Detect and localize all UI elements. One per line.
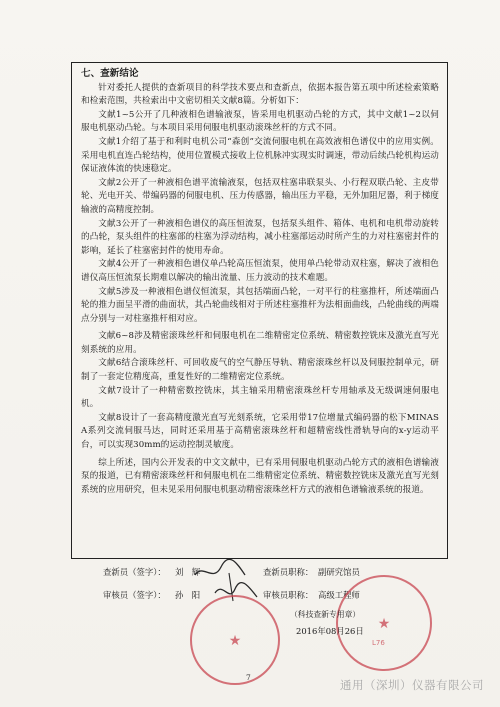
searcher-title-label: 查新员职称： — [263, 567, 314, 577]
paragraph: 文献6~8涉及精密滚珠丝杆和伺服电机在二维精密定位系统、精密数控铣床及激光直写光刻系统的应用。 — [81, 331, 439, 355]
stamp-star-icon: ★ — [228, 633, 242, 650]
official-stamp — [190, 595, 280, 685]
paragraph: 文献5涉及一种液相色谱仪恒流泵，其包括端面凸轮，一对平行的柱塞推杆，所述端面凸轮的推力面呈平滑的曲面状，其凸轮曲线相对于所述柱塞推杆为法相面曲线，凸轮曲线的两端点分别与一对柱塞推杆相对应。 — [81, 286, 439, 324]
signature-date: 2016年08月26日 — [296, 626, 364, 636]
reviewer-label: 审核员（签字）： — [103, 590, 166, 600]
paragraph: 文献2公开了一种液相色谱平流输液泵，包括双柱塞串联泵头、小行程双联凸轮、主皮带轮、光电开关、带编码器的伺服电机、压力传感器，输出压力平稳，无外加阻尼器，利于梯度输液的高精度控制。 — [81, 177, 439, 215]
paragraph: 文献7设计了一种精密数控铣床，其主轴采用精密滚珠丝杆专用轴承及无级调速伺服电机。 — [81, 385, 439, 410]
paragraph: 综上所述，国内公开发表的中文文献中，已有采用伺服电机驱动凸轮方式的液相色谱输液泵的报道，已有精密滚珠丝杆和伺服电机在二维精密定位系统、精密数控铣床及激光直写光刻系统的应用研究，但未见采用伺服电机驱动精密滚珠丝杆方式的液相色谱输液系统的报道。 — [81, 457, 439, 495]
paragraph: 针对委托人提供的查新项目的科学技术要点和查新点，依据本报告第五项中所述检索策略和检索范围，共检索出中文密切相关文献8篇。分析如下： — [81, 82, 439, 107]
stamp-star-icon: ★ — [377, 615, 391, 632]
conclusion-section — [81, 67, 439, 497]
section-heading: 七、查新结论 — [81, 68, 139, 79]
paragraph: 文献1介绍了基于和利时电机公司“森创”交流伺服电机在高效液相色谱仪中的应用实例。采用电机直连凸轮结构，使用位置模式接收上位机脉冲实现实时调速，带动后续凸轮机构运动保证液体流的快速稳定。 — [81, 136, 439, 175]
paragraph: 文献3公开了一种液相色谱仪的高压恒流泵，包括泵头组件、箱体、电机和电机带动旋转的凸轮，泵头组件的柱塞部的柱塞为浮动结构，减小柱塞部运动时所产生的力对柱塞密封件的影响，延长了柱塞密封件的使用寿命。 — [81, 218, 439, 256]
reviewer-name: 孙 阳 — [175, 590, 201, 600]
reviewer-title-label: 审核员职称： — [263, 590, 314, 600]
reviewer-title: 高级工程师 — [318, 590, 360, 600]
company-watermark: 通用（深圳）仪器有限公司 — [340, 678, 484, 692]
page-number: 7 — [246, 673, 251, 682]
searcher-label: 查新员（签字）： — [103, 567, 166, 577]
searcher-title: 副研究馆员 — [318, 567, 360, 577]
paragraph: 文献6结合滚珠丝杆、可回收废气的空气静压导轨、精密滚珠丝杆以及伺服控制单元，研制了一套定位精度高，重复性好的二维精密定位系统。 — [81, 358, 439, 383]
paragraph: 文献4公开了一种液相色谱仪单凸轮高压恒流泵，使用单凸轮带动双柱塞，解决了液相色谱仪高压恒流泵长期难以解决的输出流量、压力波动的技术难题。 — [81, 259, 439, 283]
paragraph: 文献8设计了一套高精度激光直写光刻系统，它采用带17位增量式编码器的松下MINAS A系列交流伺服马达，同时还采用基于高精密滚珠丝杆和超精密线性滑轨导向的x-y运动平台，可以实现30mm的运动控制灵敏度。 — [81, 412, 439, 451]
stamp-code: L76 — [372, 639, 385, 647]
stamp-note: （科技查新专用章） — [290, 610, 361, 619]
official-stamp — [336, 575, 432, 671]
paragraph: 文献1~5公开了几种液相色谱输液泵，皆采用电机驱动凸轮的方式，其中文献1~2以伺服电机驱动凸轮。与本项目采用伺服电机驱动滚珠丝杆的方式不同。 — [81, 109, 439, 134]
searcher-name: 刘 辉 — [175, 567, 201, 577]
